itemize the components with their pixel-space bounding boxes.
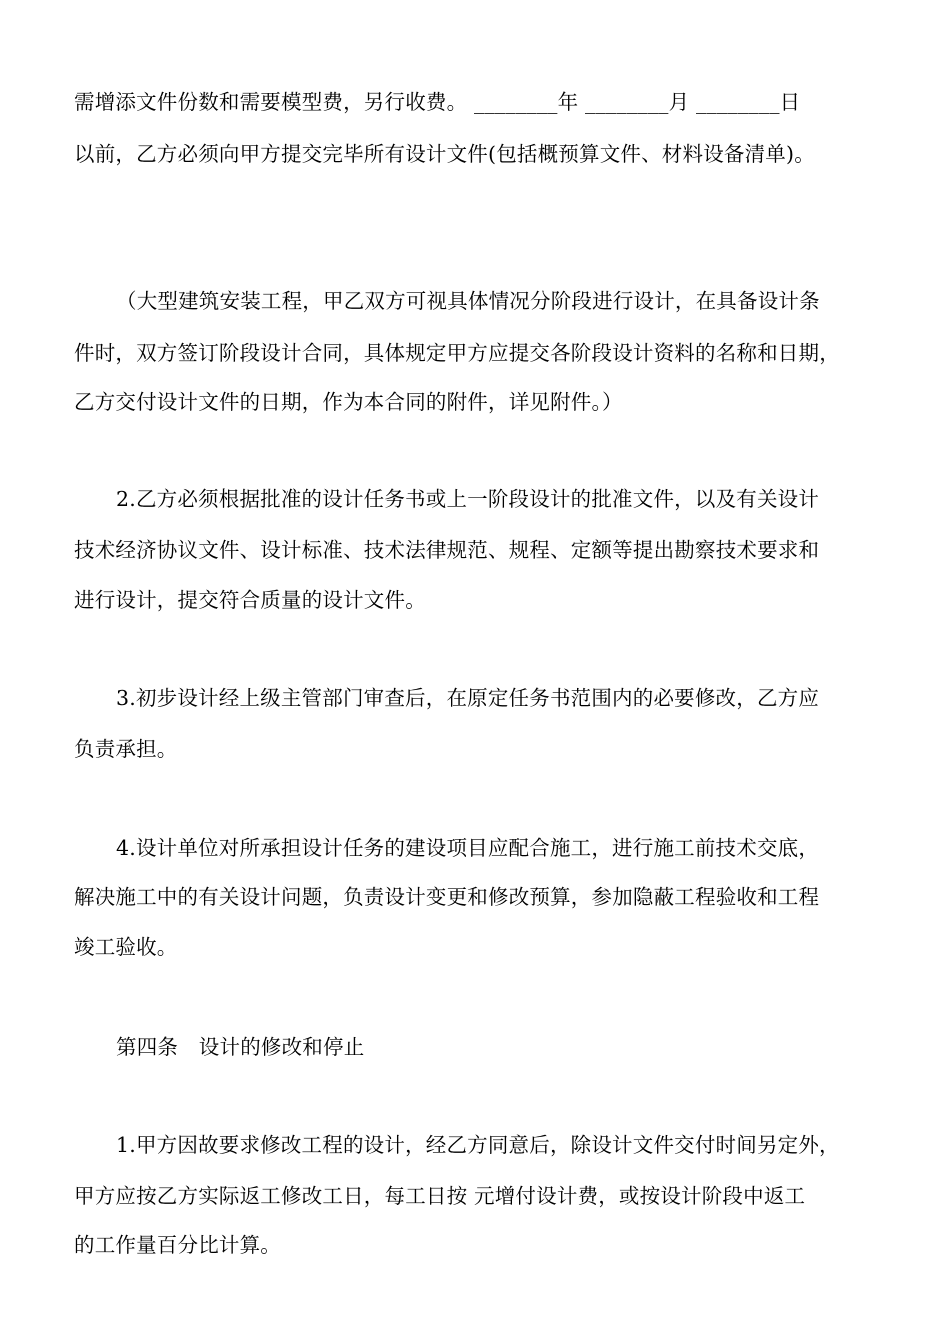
text-line-16: 甲方应按乙方实际返工修改工日，每工日按 元增付设计费，或按设计阶段中返工 xyxy=(74,1184,806,1208)
text-line-1: 需增添文件份数和需要模型费，另行收费。 ________年 ________月 ________日 xyxy=(74,90,801,114)
text-line-13: 竣工验收。 xyxy=(74,935,178,959)
text-line-9: 3.初步设计经上级主管部门审查后，在原定任务书范围内的必要修改，乙方应 xyxy=(116,686,820,710)
text-line-6: 2.乙方必须根据批准的设计任务书或上一阶段设计的批准文件，以及有关设计 xyxy=(116,487,820,511)
text-line-2: 以前，乙方必须向甲方提交完毕所有设计文件(包括概预算文件、材料设备清单)。 xyxy=(74,142,815,166)
text-line-15: 1.甲方因故要求修改工程的设计，经乙方同意后，除设计文件交付时间另定外， xyxy=(116,1133,840,1157)
text-line-4: 件时，双方签订阶段设计合同，具体规定甲方应提交各阶段设计资料的名称和日期， xyxy=(74,341,840,365)
article-heading: 第四条 设计的修改和停止 xyxy=(116,1035,365,1059)
text-line-3: （大型建筑安装工程，甲乙双方可视具体情况分阶段进行设计，在具备设计条 xyxy=(116,289,820,313)
text-line-5: 乙方交付设计文件的日期，作为本合同的附件，详见附件。） xyxy=(74,390,623,414)
text-line-11: 4.设计单位对所承担设计任务的建设项目应配合施工，进行施工前技术交底， xyxy=(116,836,820,860)
text-line-8: 进行设计，提交符合质量的设计文件。 xyxy=(74,588,426,612)
text-line-17: 的工作量百分比计算。 xyxy=(74,1233,281,1257)
text-line-7: 技术经济协议文件、设计标准、技术法律规范、规程、定额等提出勘察技术要求和 xyxy=(74,538,820,562)
text-line-10: 负责承担。 xyxy=(74,737,178,761)
text-line-12: 解决施工中的有关设计问题，负责设计变更和修改预算，参加隐蔽工程验收和工程 xyxy=(74,885,820,909)
